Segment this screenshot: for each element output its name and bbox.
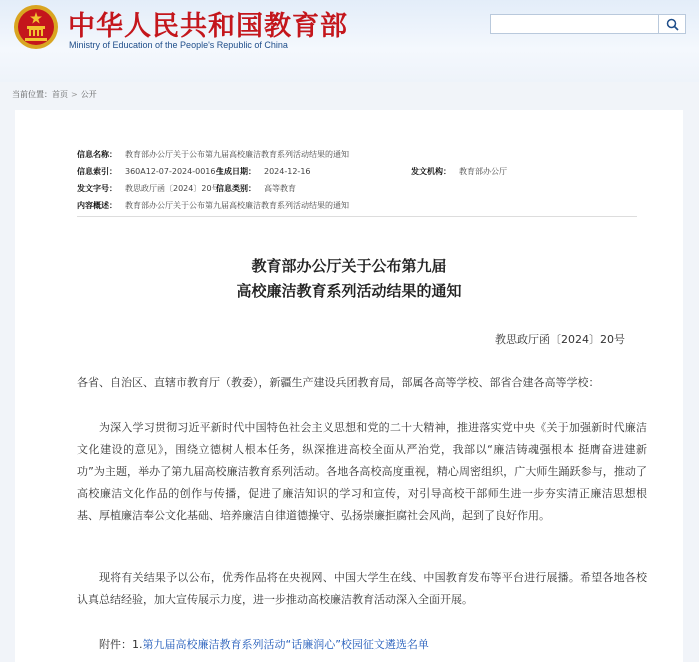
attachment-label: 附件：1. — [99, 638, 143, 651]
search-button[interactable] — [658, 14, 686, 34]
meta-row-name: 信息名称： 教育部办公厅关于公布第九届高校廉洁教育系列活动结果的通知 — [77, 150, 349, 159]
search-input[interactable] — [490, 14, 658, 34]
article-panel — [15, 110, 683, 662]
divider — [77, 216, 637, 217]
addressee: 各省、自治区、直辖市教育厅（教委），新疆生产建设兵团教育局，部属各高等学校、部省合建各高等学校： — [77, 376, 600, 389]
breadcrumb-separator: > — [71, 90, 78, 99]
info-metadata — [77, 146, 507, 214]
breadcrumb — [12, 89, 97, 100]
site-subtitle: Ministry of Education of the People's Republic of China — [69, 40, 288, 50]
breadcrumb-home[interactable]: 首页 — [52, 90, 68, 99]
national-emblem-icon[interactable] — [13, 4, 59, 50]
meta-row-docno: 发文字号： 教思政厅函〔2024〕20号 信息类别： 高等教育 — [77, 184, 296, 193]
attachment — [99, 636, 429, 652]
article-title: 教育部办公厅关于公布第九届 高校廉洁教育系列活动结果的通知 — [236, 257, 462, 300]
meta-row-index: 信息索引： 360A12-07-2024-0016-1 生成日期： 2024-12-16 发文机构： 教育部办公厅 — [77, 167, 507, 176]
meta-row-summary: 内容概述： 教育部办公厅关于公布第九届高校廉洁教育系列活动结果的通知 — [77, 201, 349, 210]
document-number: 教思政厅函〔2024〕20号 — [495, 333, 625, 346]
site-title[interactable]: 中华人民共和国教育部 — [68, 11, 348, 42]
breadcrumb-label: 当前位置： — [12, 90, 52, 99]
search-icon — [666, 18, 679, 31]
attachment-link[interactable]: 第九届高校廉洁教育系列活动“话廉润心”校园征文遴选名单 — [142, 638, 429, 651]
body-paragraph-2: 现将有关结果予以公布，优秀作品将在央视网、中国大学生在线、中国教育发布等平台进行展播。希望各地各校认真总结经验，加大宣传展示力度，进一步推动高校廉洁教育活动深入全面开展。 — [77, 571, 647, 606]
site-header — [0, 0, 699, 82]
breadcrumb-public[interactable]: 公开 — [80, 90, 97, 99]
body-paragraph-1: 为深入学习贯彻习近平新时代中国特色社会主义思想和党的二十大精神，推进落实党中央《关于加强新时代廉洁文化建设的意见》，围绕立德树人根本任务，纵深推进高校全面从严治党，我部以“廉洁铸魂强根本 挺膺奋进建新功”为主题，举办了第九届高校廉洁教育系列活动。各地各高校高度重视，精心周密组织，广大师生踊跃参与，推动了高校廉洁文化作品的创作与传播，促进了廉洁知识的学习和宣传，对引导高校干部师生进一步夯实清正廉洁思想根基、厚植廉洁奉公文化基础、培养廉洁自律道德操守、弘扬崇廉拒腐社会风尚，起到了良好作用。 — [77, 421, 647, 522]
